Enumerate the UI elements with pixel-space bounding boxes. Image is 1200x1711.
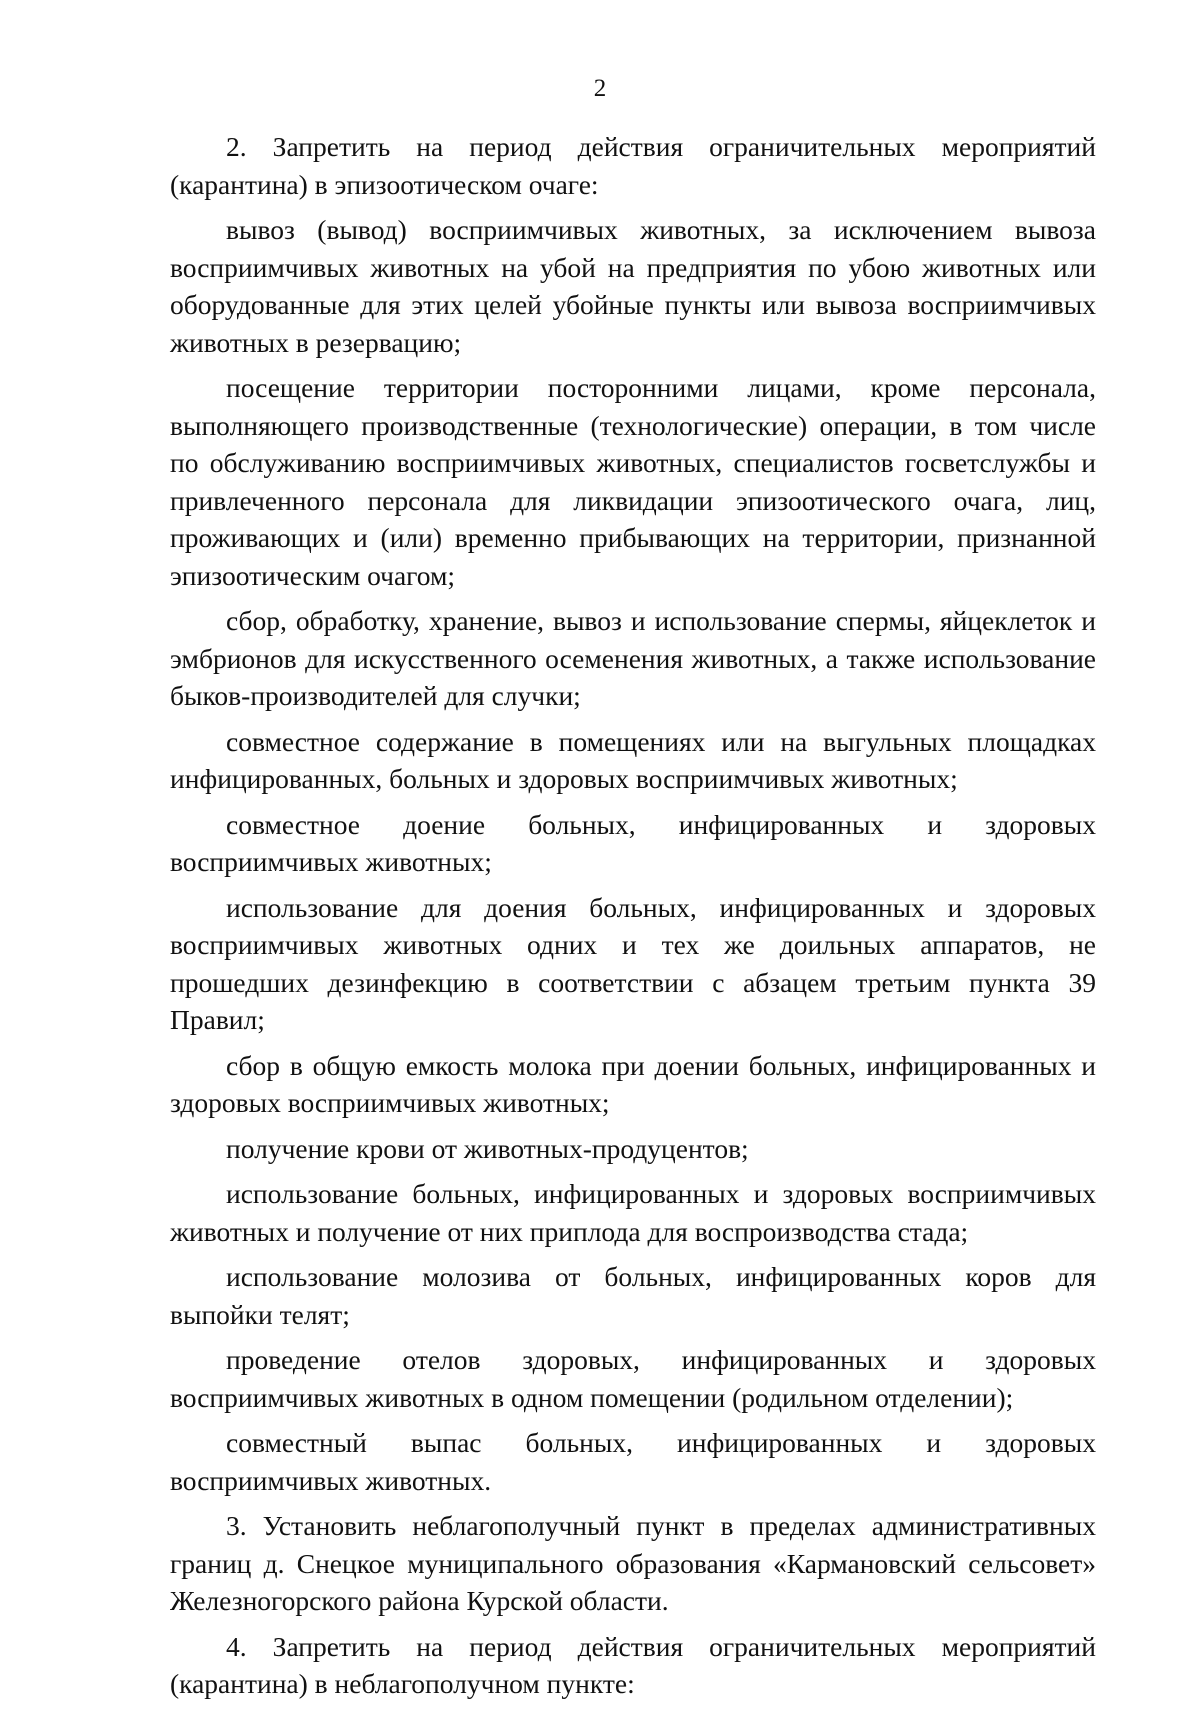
paragraph-visiting-territory: посещение территории посторонними лицами, кроме персонала, выполняющего производственные (технологические) операции, в том числе по обслуживанию восприимчивых животных, специалистов госветслужбы и привлеченного персонала для ликвидации эпизоотического очага, лиц, проживающих и (или) временно прибывающих на территории, признанной эпизоотическим очагом; [170,372,1096,591]
paragraph-breeding-use: использование больных, инфицированных и здоровых восприимчивых животных и получение от них приплода для воспроизводства стада; [170,1178,1096,1247]
paragraph-joint-milking: совместное доение больных, инфицированных и здоровых восприимчивых животных; [170,808,1096,877]
paragraph-calving: проведение отелов здоровых, инфицированных и здоровых восприимчивых животных в одном помещении (родильном отделении); [170,1344,1096,1413]
paragraph-item-3: 3. Установить неблагополучный пункт в пределах административных границ д. Снецкое муниципального образования «Кармановский сельсовет» Железногорского района Курской области. [170,1510,1096,1616]
paragraph-export-animals: вывоз (вывод) восприимчивых животных, за исключением вывоза восприимчивых животных на убой на предприятия по убою животных или оборудованные для этих целей убойные пункты или вывоза восприимчивых животных в резервацию; [170,214,1096,358]
paragraph-item-4-heading: 4. Запретить на период действия ограничительных мероприятий (карантина) в неблагополучном пункте: [170,1630,1096,1699]
paragraph-joint-grazing: совместный выпас больных, инфицированных и здоровых восприимчивых животных. [170,1427,1096,1496]
paragraph-milk-collection: сбор в общую емкость молока при доении больных, инфицированных и здоровых восприимчивых животных; [170,1049,1096,1118]
paragraph-sperm-embryos: сбор, обработку, хранение, вывоз и использование спермы, яйцеклеток и эмбрионов для искусственного осеменения животных, а также использование быков-производителей для случки; [170,605,1096,711]
page-number: 2 [593,75,607,102]
paragraph-item-2-heading: 2. Запретить на период действия ограничительных мероприятий (карантина) в эпизоотическом очаге: [170,131,1096,200]
paragraph-milking-equipment: использование для доения больных, инфицированных и здоровых восприимчивых животных одних и тех же доильных аппаратов, не прошедших дезинфекцию в соответствии с абзацем третьим пункта 39 Правил; [170,891,1096,1035]
paragraph-colostrum: использование молозива от больных, инфицированных коров для выпойки телят; [170,1261,1096,1330]
paragraph-blood-collection: получение крови от животных-продуцентов; [226,1132,749,1164]
document-body [170,128,1096,1711]
paragraph-joint-keeping: совместное содержание в помещениях или на выгульных площадках инфицированных, больных и здоровых восприимчивых животных; [170,725,1096,794]
